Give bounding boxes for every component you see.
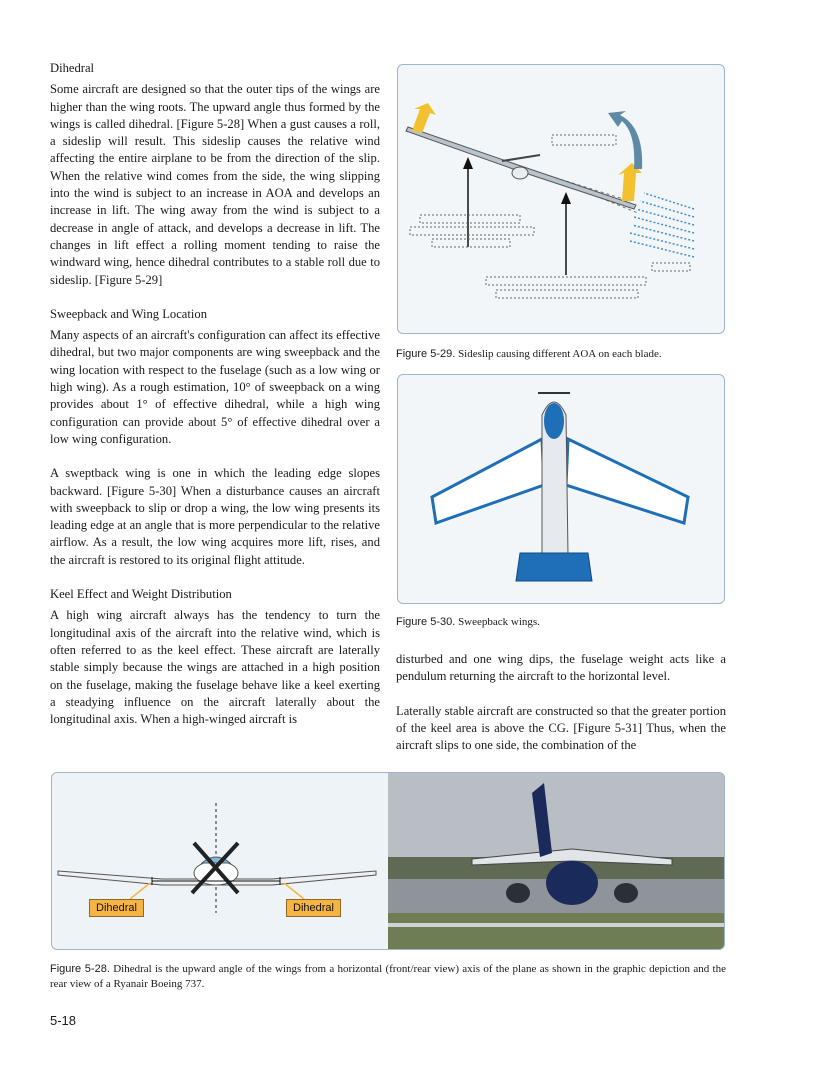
figure-5-29-caption bbox=[396, 347, 726, 362]
paragraph-sweepback-1: Many aspects of an aircraft's configuration can affect its effective dihedral, but two major components are wing sweepback and the wing location with respect to the fuselage (such as a low wing or high wing). As a rough estimation, 10° of sweepback on a wing provides about 1° of effective dihedral, while a high wing configuration can provide about 5° of effective dihedral over a low wing configuration. bbox=[50, 328, 380, 446]
section-heading-sweepback: Sweepback and Wing Location bbox=[50, 306, 207, 321]
section-heading-dihedral: Dihedral bbox=[50, 61, 95, 75]
right-column bbox=[396, 651, 726, 771]
paragraph-keel-area: Laterally stable aircraft are constructed so that the greater portion of the keel area is above the CG. [Figure 5-31] Thus, when the aircraft slips to one side, the combination of the bbox=[396, 703, 726, 753]
figure-5-28-text: Dihedral is the upward angle of the wings from a horizontal (front/rear view) axis of the plane as shown in the graphic depiction and the rear view of a Ryanair Boeing 737. bbox=[50, 963, 726, 990]
figure-5-30-label: Figure 5-30. bbox=[396, 616, 456, 628]
figure-5-30-caption bbox=[396, 615, 726, 630]
paragraph-pendulum: disturbed and one wing dips, the fuselage weight acts like a pendulum returning the aircraft to the horizontal level. bbox=[396, 652, 726, 684]
paragraph-sweepback-2: A sweptback wing is one in which the leading edge slopes backward. [Figure 5-30] When a disturbance causes an aircraft with sweepback to slip or drop a wing, the low wing presents its leading edge at an angle that is more perpendicular to the relative airflow. As a result, the low wing acquires more lift, rises, and the aircraft is restored to its original flight attitude. bbox=[50, 466, 380, 567]
page-number: 5-18 bbox=[50, 1013, 77, 1028]
sweepback-wings-diagram bbox=[398, 375, 724, 603]
dihedral-tag-right: Dihedral bbox=[286, 899, 341, 917]
dihedral-diagram bbox=[52, 773, 724, 949]
sideslip-diagram bbox=[398, 65, 724, 333]
figure-5-28-label: Figure 5-28. bbox=[50, 963, 110, 975]
figure-5-29-label: Figure 5-29. bbox=[396, 348, 456, 360]
figure-5-28-caption bbox=[50, 962, 726, 992]
figure-5-29-text: Sideslip causing different AOA on each blade. bbox=[458, 348, 662, 360]
figure-5-30-text: Sweepback wings. bbox=[458, 616, 540, 628]
figure-5-28-illustration bbox=[51, 772, 725, 950]
figure-5-30-illustration bbox=[397, 374, 725, 604]
left-column bbox=[50, 60, 380, 745]
section-heading-keel: Keel Effect and Weight Distribution bbox=[50, 587, 232, 602]
paragraph-keel: A high wing aircraft always has the tendency to turn the longitudinal axis of the aircraft into the relative wind, which is often referred to as the keel effect. These aircraft are laterally stable simply because the wings are attached in a high position on the fuselage, making the fuselage behave like a keel exerting a steadying influence on the aircraft laterally about the longitudinal axis. When a high-winged aircraft is bbox=[50, 608, 380, 727]
paragraph-dihedral: Some aircraft are designed so that the outer tips of the wings are higher than the wing roots. The upward angle thus formed by the wings is called dihedral. [Figure 5-28] When a gust causes a roll, a sideslip will result. This sideslip causes the relative wind affecting the entire airplane to be from the direction of the slip. When the relative wind comes from the side, the wing slipping into the wind is subject to an increase in AOA and develops an increase in lift. The wing away from the wind is subject to a decrease in angle of attack, and develops a decrease in lift. The changes in lift effect a rolling moment tending to raise the windward wing, hence dihedral contributes to a stable roll due to sideslip. [Figure 5-29] bbox=[50, 82, 380, 287]
dihedral-tag-left: Dihedral bbox=[89, 899, 144, 917]
figure-5-29-illustration bbox=[397, 64, 725, 334]
